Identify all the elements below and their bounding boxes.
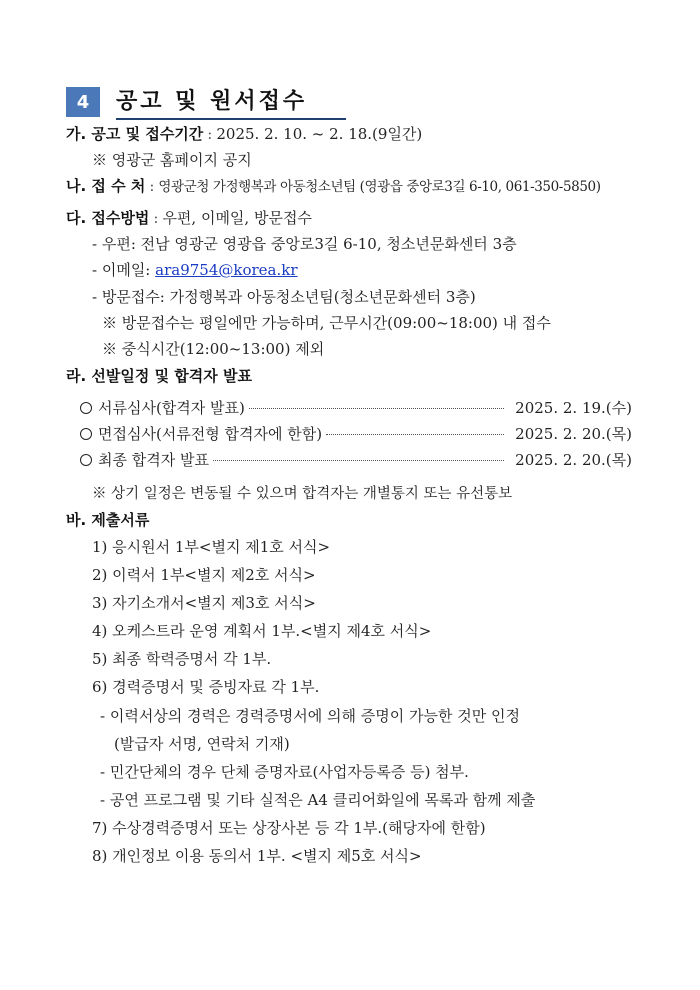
document-6-subitem-career: - 이력서상의 경력은 경력증명서에 의해 증명이 가능한 것만 인정 [100,707,520,725]
da-line [66,208,312,228]
section-title: 공고 및 원서접수 [116,89,308,114]
document-6-subitem-performance: - 공연 프로그램 및 기타 실적은 A4 클리어화일에 목록과 함께 제출 [100,791,536,809]
circle-bullet-icon [80,428,92,440]
document-6-subitem-organization: - 민간단체의 경우 단체 증명자료(사업자등록증 등) 첨부. [100,763,469,781]
document-item-5: 5) 최종 학력증명서 각 1부. [92,650,272,668]
da-item-visit: - 방문접수: 가정행복과 아동청소년팀(청소년문화센터 3층) [92,288,476,306]
document-item-7: 7) 수상경력증명서 또는 상장사본 등 각 1부.(해당자에 한함) [92,819,486,837]
da-item-email [92,260,298,280]
section-header [66,85,346,119]
da-item-post: - 우편: 전남 영광군 영광읍 중앙로3길 6-10, 청소년문화센터 3층 [92,235,517,253]
na-location: 영광군청 가정행복과 아동청소년팀 (영광읍 중앙로3길 6-10, 061-350-5850) [158,179,601,195]
document-item-8: 8) 개인정보 이용 동의서 1부. <별지 제5호 서식> [92,847,422,865]
circle-bullet-icon [80,402,92,414]
schedule-date: 2025. 2. 19.(수) [515,399,632,417]
dot-leader [249,408,504,409]
dot-leader [326,434,504,435]
da-separator: : [153,209,159,227]
section-title-underline [116,88,346,120]
document-item-3: 3) 자기소개서<별지 제3호 서식> [92,594,316,612]
document-item-6: 6) 경력증명서 및 증빙자료 각 1부. [92,678,320,696]
schedule-row [80,424,632,444]
da-email-prefix: - 이메일: [92,261,156,279]
da-heading: 다. 접수방법 [66,209,150,227]
na-heading: 나. 접 수 처 [66,177,146,195]
da-note-lunch: ※ 중식시간(12:00~13:00) 제외 [102,340,325,358]
section-number-badge: 4 [66,87,100,117]
schedule-label: 서류심사(합격자 발표) [98,399,245,417]
ra-note: ※ 상기 일정은 변동될 수 있으며 합격자는 개별통지 또는 유선통보 [92,486,513,502]
document-6-subitem-signature: (발급자 서명, 연락처 기재) [114,735,290,753]
ga-separator: : [207,125,213,143]
schedule-row [80,398,632,418]
schedule-label: 면접심사(서류전형 합격자에 한함) [98,425,323,443]
dot-leader [213,460,504,461]
document-item-4: 4) 오케스트라 운영 계획서 1부.<별지 제4호 서식> [92,622,432,640]
schedule-date: 2025. 2. 20.(목) [515,425,632,443]
document-item-1: 1) 응시원서 1부<별지 제1호 서식> [92,538,331,556]
ga-heading: 가. 공고 및 접수기간 [66,125,204,143]
document-item-2: 2) 이력서 1부<별지 제2호 서식> [92,566,316,584]
circle-bullet-icon [80,454,92,466]
da-methods: 우편, 이메일, 방문접수 [162,209,312,227]
ga-note: ※ 영광군 홈페이지 공지 [92,151,252,169]
ra-heading: 라. 선발일정 및 합격자 발표 [66,367,252,385]
schedule-label: 최종 합격자 발표 [98,451,209,469]
ga-period: 2025. 2. 10. ~ 2. 18.(9일간) [216,125,423,143]
schedule-row [80,450,632,470]
na-line [66,176,601,197]
da-note-weekday: ※ 방문접수는 평일에만 가능하며, 근무시간(09:00~18:00) 내 접수 [102,314,551,332]
email-link[interactable]: ara9754@korea.kr [155,261,298,279]
ga-line [66,124,422,144]
schedule-date: 2025. 2. 20.(목) [515,451,632,469]
na-separator: : [149,177,155,195]
ba-heading: 바. 제출서류 [66,511,150,529]
